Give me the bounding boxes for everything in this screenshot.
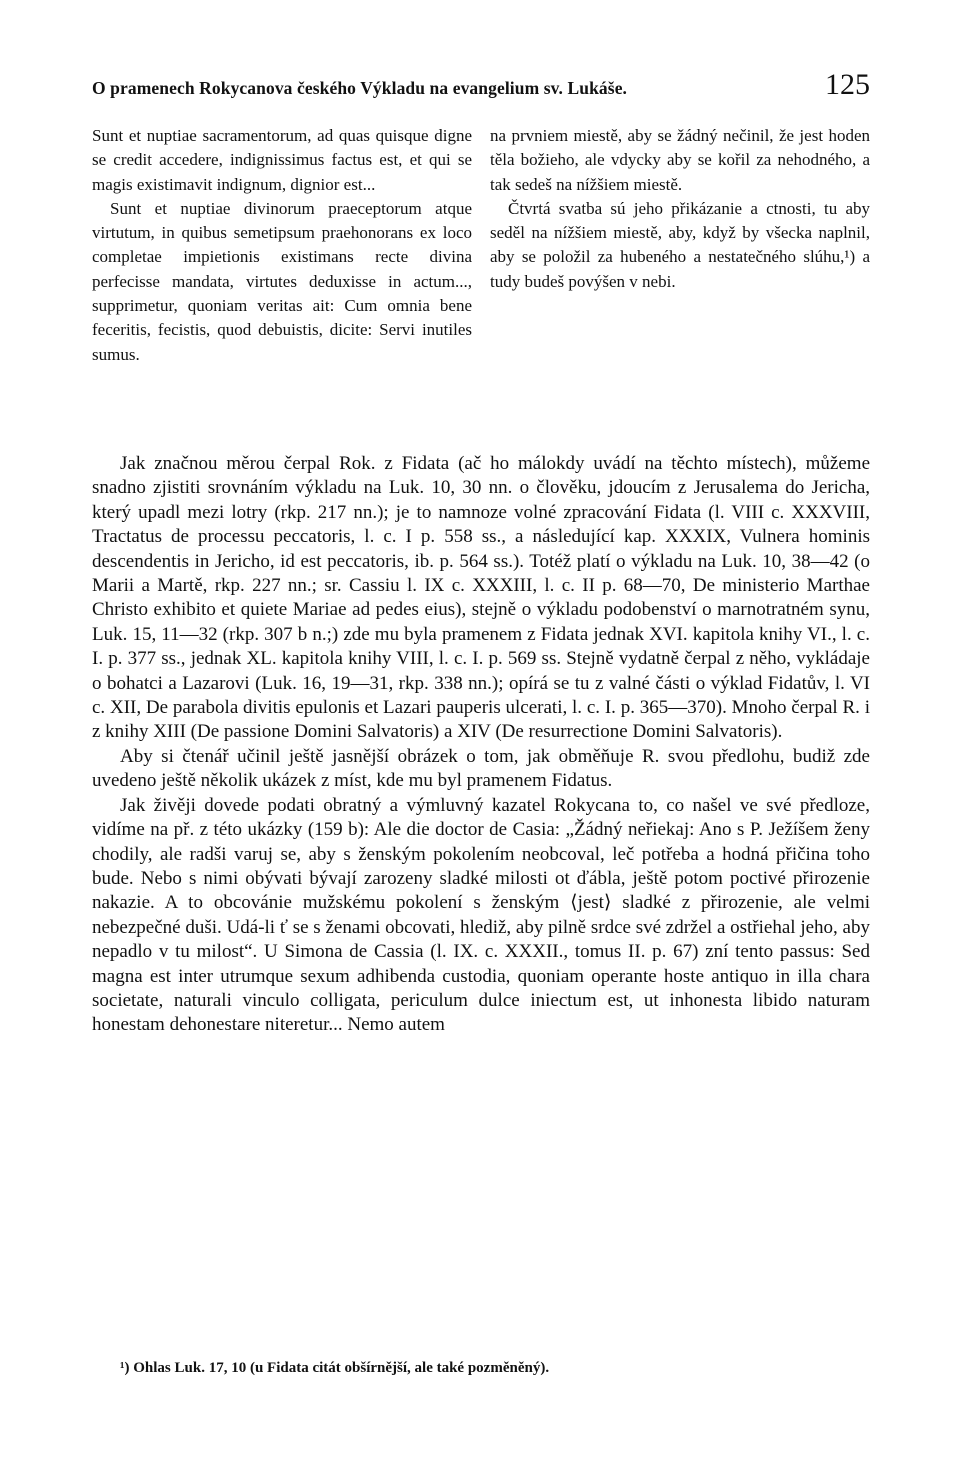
body-text [92,452,870,1038]
running-title: O pramenech Rokycanova českého Výkladu na evangelium sv. Lukáše. [92,78,628,98]
body-paragraph: Aby si čtenář učinil ještě jasnější obrázek o tom, jak obměňuje R. svou předlohu, budiž zde uvedeno ještě několik ukázek z míst, kde mu byl pramenem Fidatus. [92,745,870,792]
czech-column [490,124,870,294]
czech-paragraph: na prvniem miestě, aby se žádný nečinil, že jest hoden těla božieho, ale vdycky aby se kořil za nehodného, a tak sedeš na nížšiem miestě. [490,126,870,194]
page-number: 125 [825,68,870,101]
latin-paragraph: Sunt et nuptiae sacramentorum, ad quas quisque digne se credit accedere, indignissimus factus est, et qui se magis existimavit indignum, dignior est... [92,126,472,194]
body-paragraph: Jak živěji dovede podati obratný a výmluvný kazatel Rokycana to, co našel ve své předloze, vidíme na př. z této ukázky (159 b): Ale die doctor de Casia: „Žádný neřiekaj: Ano s P. Ježíšem ženy chodily, ale radši varuj se, aby s ženským pokolením neobcoval, leč potřeba a hodná přičina toho bude. Nebo s nimi obývati bývají zarozeny sladké milosti ot ďábla, ještě potom poctivé přirozenie nakazie. A to obcovánie mužskému pokolení s ženským ⟨jest⟩ sladké z přirozenie, ale velmi nebezpečné duši. Udá-li ť se s ženami obcovati, hlediž, aby pilně srdce své zdržel a ostřiehal jeho, aby nepadlo v tu milost“. U Simona de Cassia (l. IX. c. XXXII., tomus II. p. 67) zní tento passus: Sed magna est inter utrumque sexum adhibenda custodia, quoniam operante hoste antiquo in illa chara societate, naturali vinculo colligata, periculum dulce iniectum est, ut inhonesta libido naturam honestam dehonestare niteretur... Nemo autem [92,794,870,1036]
latin-column [92,124,472,367]
footnote-divider [92,1340,252,1341]
body-paragraph: Jak značnou měrou čerpal Rok. z Fidata (ač ho málokdy uvádí na těchto místech), můžeme snadno zjistiti srovnáním výkladu na Luk. 10, 30 nn. o člověku, jdoucím z Jerusalema do Jericha, který upadl mezi lotry (rkp. 217 nn.); je to namnoze volné zpracování Fidata (l. VIII c. XXXVIII, Tractatus de processu peccatoris, l. c. I p. 558 ss., a následující kap. XXXIX, Vulnera hominis descendentis in Jericho, id est peccatoris, ib. p. 564 ss.). Totéž platí o výkladu na Luk. 10, 38—42 (o Marii a Martě, rkp. 227 nn.; sr. Cassiu l. IX c. XXXIII, l. c. II p. 68—70, De ministerio Marthae Christo exhibito et quiete Mariae ad pedes eius), stejně o výkladu podobenství o marnotratném synu, Luk. 15, 11—32 (rkp. 307 b n.;) zde mu byla pramenem z Fidata jednak XVI. kapitola knihy VI., l. c. I. p. 377 ss., jednak XL. kapitola knihy VIII, l. c. I. p. 569 ss. Stejně vydatně čerpal z něho, vykládaje o bohatci a Lazarovi (Luk. 16, 19—31, rkp. 338 nn.); opírá se tu z valné části o výklad Fidatův, l. VI c. XII, De parabola divitis epulonis et Lazari pauperis ulcerati, l. c. I. p. 365—370). Mnoho čerpal R. i z knihy XIII (De passione Domini Salvatoris) a XIV (De resurrectione Domini Salvatoris). [92,453,870,743]
running-header [92,68,870,108]
footnote: ¹) Ohlas Luk. 17, 10 (u Fidata citát obšírnější, ale také pozměněný). [120,1360,550,1376]
latin-paragraph: Sunt et nuptiae divinorum praeceptorum atque virtutum, in quibus semetipsum praehonorans ex loco completae impietionis existimans recte divina perfecisse mandata, virtutes deduxisse in actum..., supprimetur, quoniam veritas ait: Cum omnia bene feceritis, fecistis, quod debuistis, dicite: Servi inutiles sumus. [92,198,472,364]
czech-paragraph: Čtvrtá svatba sú jeho přikázanie a ctnosti, tu aby seděl na nížšiem miestě, aby, když by všecka naplnil, aby se položil za hubeného a nestatečného slúhu,¹) a tudy budeš povýšen v nebi. [490,198,870,291]
parallel-columns [92,124,870,436]
